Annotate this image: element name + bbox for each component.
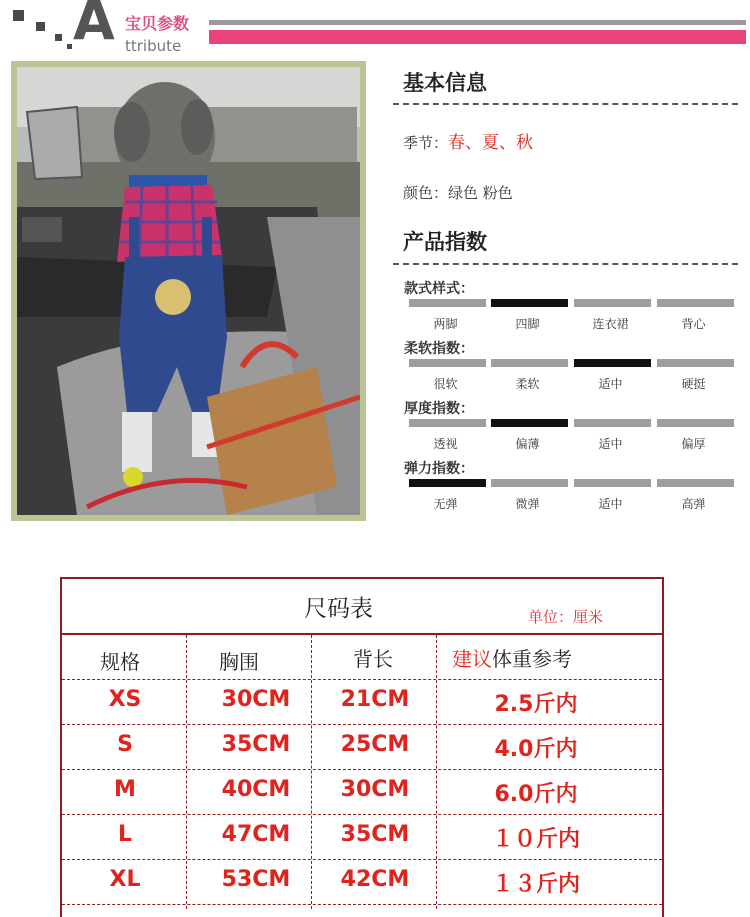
header-pink-bar xyxy=(209,30,746,44)
header-weight-rest: 体重参考 xyxy=(492,647,572,671)
table-row-divider xyxy=(62,724,662,725)
index-bar xyxy=(657,419,734,427)
index-label: 厚度指数： xyxy=(404,401,474,417)
color-value: 绿色 粉色 xyxy=(448,184,513,202)
season-value: 春、夏、秋 xyxy=(448,133,534,153)
table-cell: 4.0斤内 xyxy=(494,737,578,762)
index-bar xyxy=(574,479,651,487)
header-square-3 xyxy=(55,34,62,41)
color-line xyxy=(403,182,513,203)
table-cell: 2.5斤内 xyxy=(494,692,578,717)
index-option-label: 适中 xyxy=(598,497,623,511)
header-big-letter: A xyxy=(73,0,115,52)
index-bar xyxy=(491,359,568,367)
header-grey-bar xyxy=(209,20,746,25)
table-cell: 21CM xyxy=(340,687,410,712)
product-index-divider xyxy=(393,263,738,265)
season-label: 季节： xyxy=(403,134,449,152)
table-row-divider xyxy=(62,814,662,815)
table-cell: 30CM xyxy=(340,777,410,802)
table-header-top-line xyxy=(62,633,662,635)
header-weight xyxy=(452,643,572,672)
table-cell: 35CM xyxy=(221,732,291,757)
basic-info-divider xyxy=(393,103,738,105)
table-cell: 40CM xyxy=(221,777,291,802)
index-bar xyxy=(409,359,486,367)
table-cell: 35CM xyxy=(340,822,410,847)
index-option-label: 微弹 xyxy=(515,497,540,511)
index-option-label: 高弹 xyxy=(681,497,706,511)
index-option-label: 偏厚 xyxy=(681,437,706,451)
table-cell: XS xyxy=(108,687,142,712)
table-row-divider xyxy=(62,859,662,860)
index-label: 款式样式： xyxy=(404,281,474,297)
color-label: 颜色： xyxy=(403,184,449,202)
index-bar-selected xyxy=(409,479,486,487)
table-cell: 47CM xyxy=(221,822,291,847)
table-row-divider xyxy=(62,679,662,680)
index-option-label: 两脚 xyxy=(433,317,458,331)
index-option-label: 偏薄 xyxy=(515,437,540,451)
season-line xyxy=(403,128,533,153)
index-option-label: 背心 xyxy=(681,317,706,331)
product-index-title: 产品指数 xyxy=(403,230,487,254)
table-cell: M xyxy=(114,777,136,802)
table-cell: 30CM xyxy=(221,687,291,712)
header-title-word: ttribute xyxy=(125,37,182,55)
header-back-length: 背长 xyxy=(353,647,393,671)
product-photo xyxy=(11,61,366,521)
index-bar xyxy=(657,479,734,487)
header-square-4 xyxy=(67,44,72,49)
index-bar xyxy=(409,299,486,307)
header-square-1 xyxy=(13,10,24,21)
table-row-divider xyxy=(62,769,662,770)
dog-in-car-image xyxy=(17,67,360,515)
header-weight-suggest: 建议 xyxy=(452,647,492,671)
index-option-label: 柔软 xyxy=(515,377,540,391)
index-option-label: 适中 xyxy=(598,437,623,451)
header-square-2 xyxy=(36,22,45,31)
index-bar-selected xyxy=(491,299,568,307)
index-bar xyxy=(491,479,568,487)
table-cell: 53CM xyxy=(221,867,291,892)
header-title-cn: 宝贝参数 xyxy=(125,14,190,33)
index-option-label: 硬挺 xyxy=(681,377,706,391)
index-label: 柔软指数： xyxy=(404,341,474,357)
index-bar xyxy=(657,359,734,367)
table-cell: １３斤内 xyxy=(491,872,580,897)
index-option-label: 连衣裙 xyxy=(592,317,629,331)
header-spec: 规格 xyxy=(100,650,140,674)
table-cell: XL xyxy=(109,867,141,892)
index-bar-selected xyxy=(574,359,651,367)
index-option-label: 很软 xyxy=(433,377,458,391)
header-chest: 胸围 xyxy=(219,650,259,674)
index-option-label: 四脚 xyxy=(515,317,540,331)
index-option-label: 透视 xyxy=(433,437,458,451)
table-cell: 6.0斤内 xyxy=(494,782,578,807)
index-bar xyxy=(657,299,734,307)
index-bar-selected xyxy=(491,419,568,427)
table-cell: １０斤内 xyxy=(491,827,580,852)
size-table-title: 尺码表 xyxy=(304,596,373,622)
table-cell: L xyxy=(117,822,133,847)
index-label: 弹力指数： xyxy=(404,461,474,477)
index-bar xyxy=(574,299,651,307)
table-cell: 42CM xyxy=(340,867,410,892)
basic-info-title: 基本信息 xyxy=(403,71,487,95)
table-row-divider xyxy=(62,904,662,905)
table-cell: S xyxy=(117,732,133,757)
index-bar xyxy=(574,419,651,427)
table-cell: 25CM xyxy=(340,732,410,757)
index-bar xyxy=(409,419,486,427)
size-table-unit: 单位：厘米 xyxy=(528,608,604,626)
index-option-label: 适中 xyxy=(598,377,623,391)
index-option-label: 无弹 xyxy=(433,497,458,511)
